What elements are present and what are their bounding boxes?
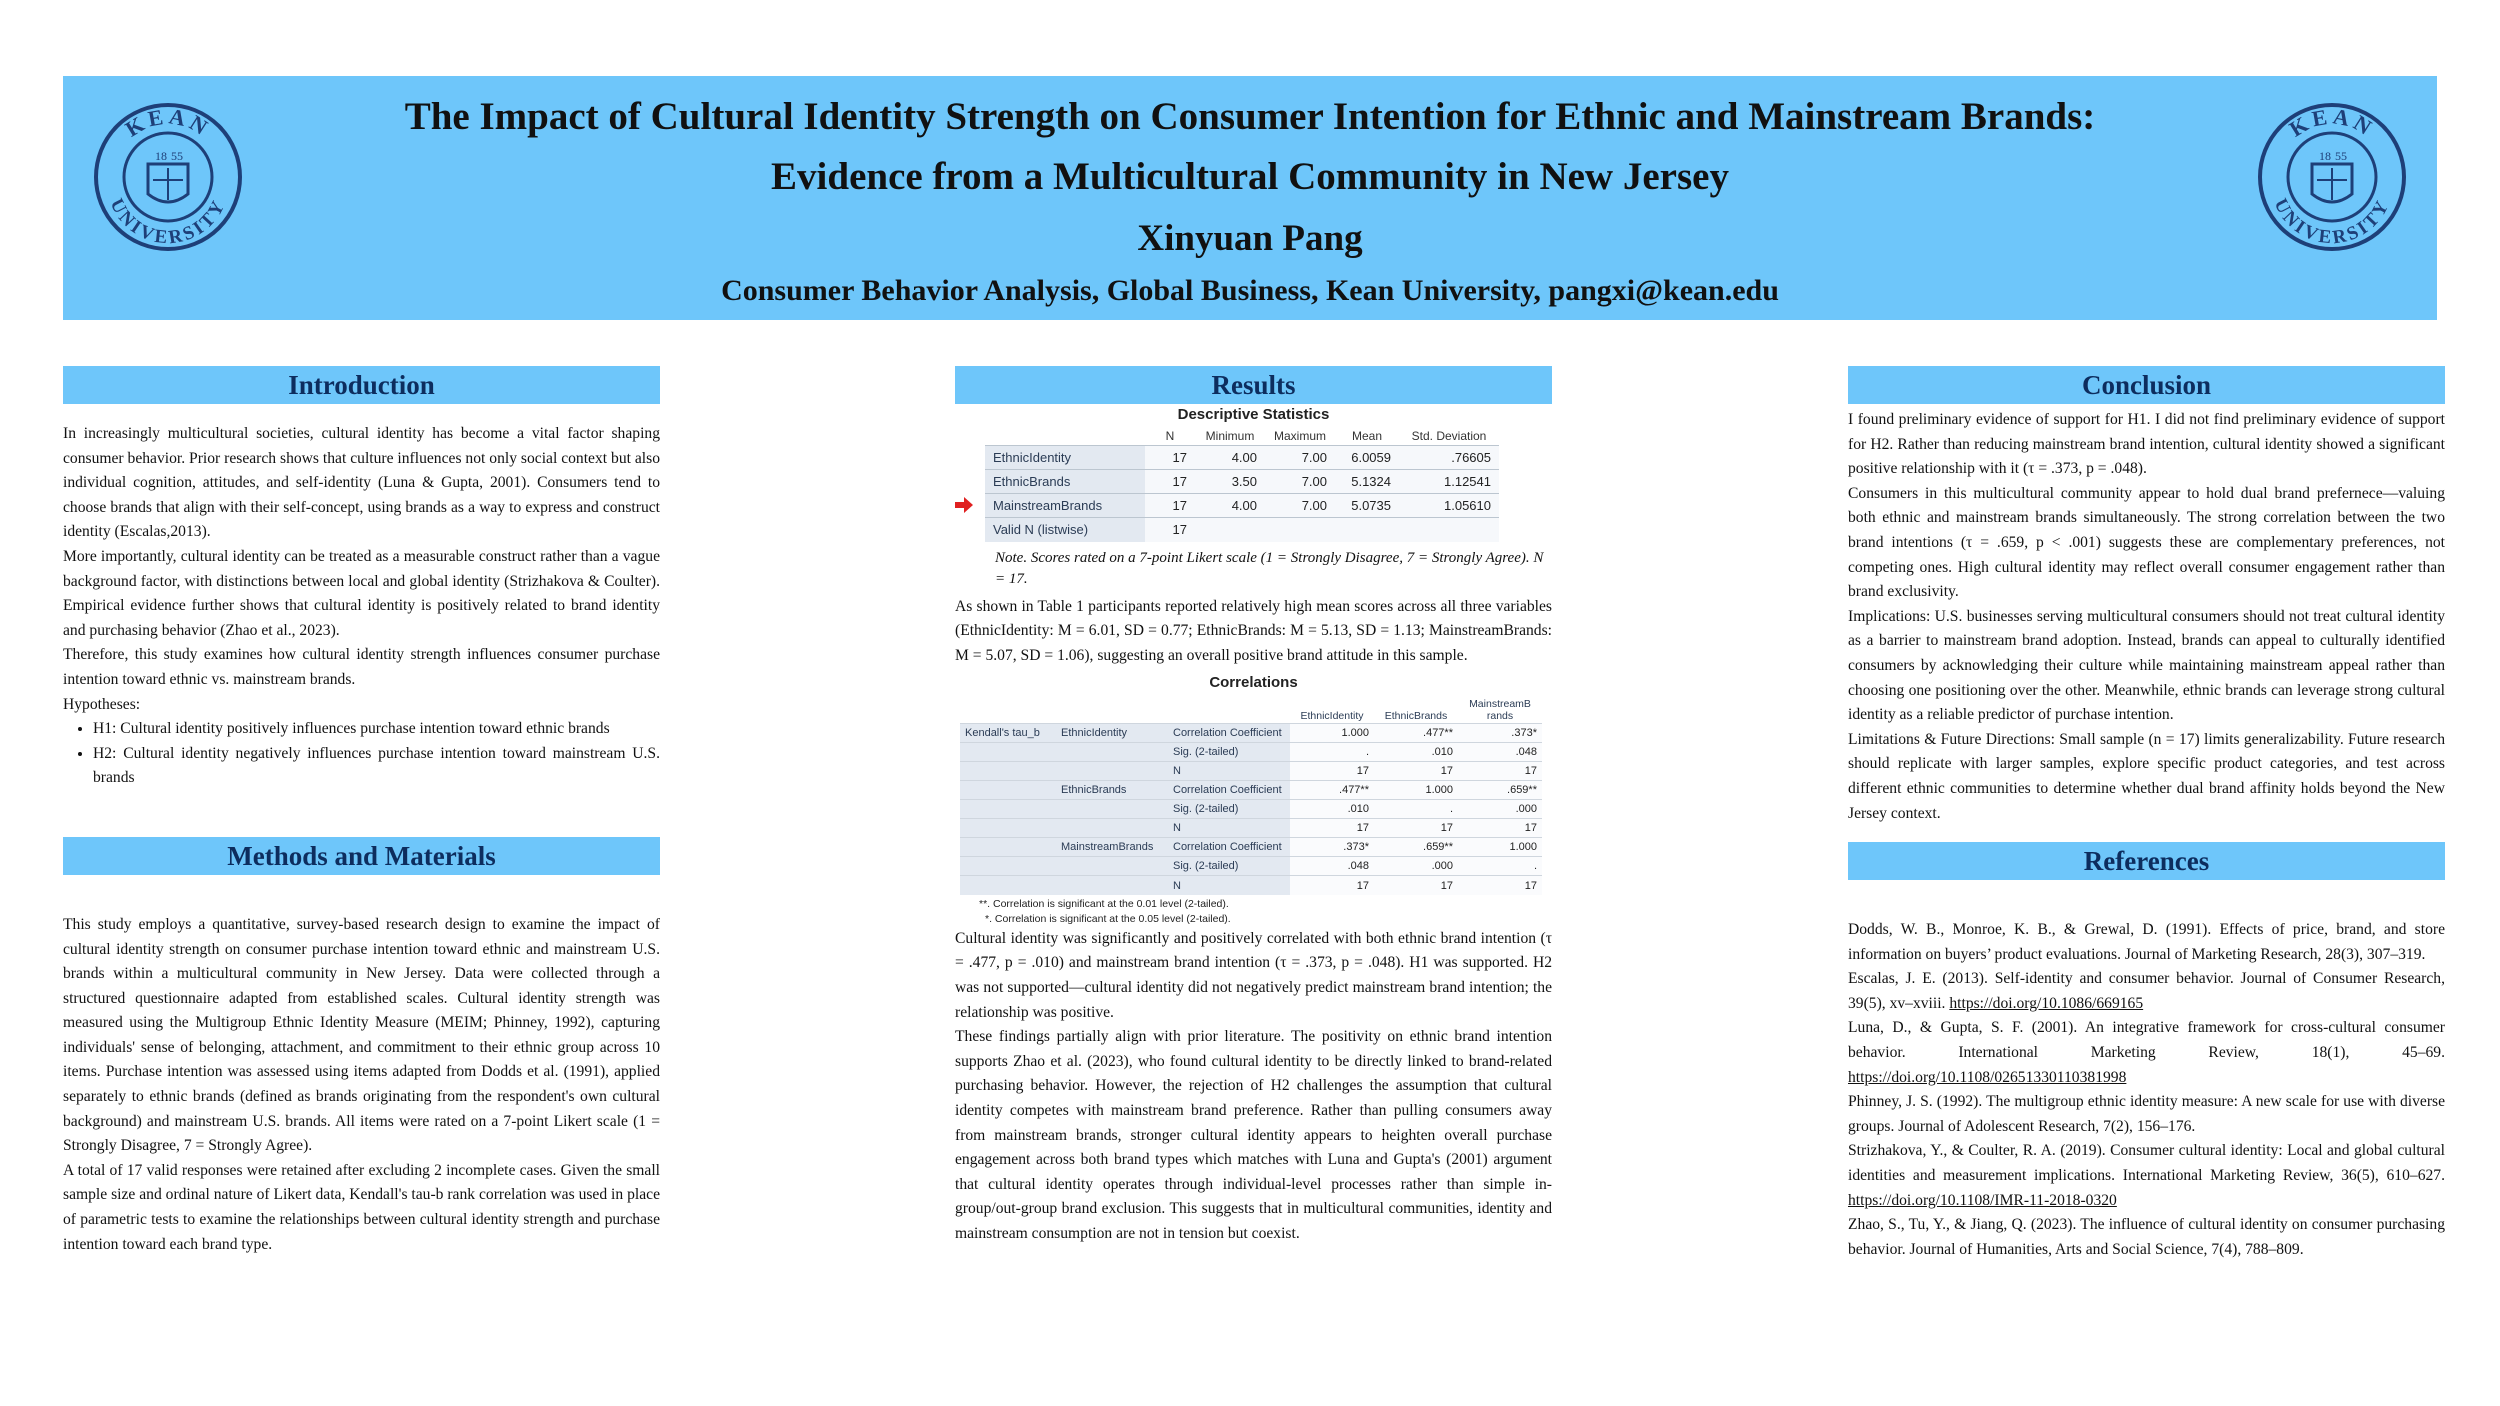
desc-row-label: Valid N (listwise)	[985, 518, 1145, 542]
corr-value-cell: .659**	[1458, 781, 1542, 800]
corr-col-ethnic-brands: EthnicBrands	[1384, 710, 1448, 723]
corr-footnote-1: **. Correlation is significant at the 0.01 level (2-tailed).	[979, 897, 1229, 910]
poster-affiliation: Consumer Behavior Analysis, Global Business, Kean University, pangxi@kean.edu	[721, 274, 1779, 307]
conclusion-paragraph-1: I found preliminary evidence of support for H1. I did not find preliminary evidence of support for H2. Rather than reducing mainstream brand intention, cultural identity showed a significant positive relationship with it (τ = .373, p = .048).	[1848, 411, 2445, 478]
corr-variable-cell	[1056, 819, 1168, 838]
desc-cell: 5.0735	[1335, 494, 1399, 518]
introduction-body	[63, 422, 660, 791]
left-column	[63, 366, 660, 1257]
results-discussion-paragraph: These findings partially align with prior literature. The positivity on ethnic brand intention supports Zhao et al. (2023), who found cultural identity to be directly linked to brand-related purchasing behavior. However, the rejection of H2 challenges the assumption that cultural identity competes with mainstream brand preference. Rather than pulling consumers away from mainstream brands, stronger cultural identity appears to heighten overall purchase engagement across both brand types which matches with Luna and Gupta's (2001) argument that cultural identity operates through individual-level processes rather than simple in-group/out-group brand exclusion. This suggests that in multicultural communities, identity and mainstream consumption are not in tension but coexist.	[955, 1028, 1552, 1242]
results-heading: Results	[955, 366, 1552, 404]
corr-value-cell: .	[1458, 857, 1542, 876]
correlations-title: Correlations	[1209, 674, 1298, 692]
corr-value-cell: 17	[1458, 876, 1542, 895]
corr-method-cell: Kendall's tau_b	[960, 724, 1056, 743]
right-column	[1848, 366, 2445, 1262]
conclusion-body	[1848, 408, 2445, 826]
descriptive-statistics-table	[955, 406, 1552, 542]
desc-cell: 1.12541	[1399, 470, 1499, 494]
corr-stat-label: Correlation Coefficient	[1168, 781, 1290, 800]
corr-header-row	[960, 697, 1542, 724]
desc-cell: 17	[1145, 470, 1195, 494]
correlations-table-block	[955, 674, 1552, 927]
desc-cell: 4.00	[1195, 494, 1265, 518]
corr-value-cell: 17	[1374, 762, 1458, 781]
descriptive-table	[985, 427, 1499, 542]
corr-value-cell: .477**	[1374, 724, 1458, 743]
svg-text:55: 55	[2335, 149, 2347, 163]
corr-value-cell: 1.000	[1374, 781, 1458, 800]
desc-col-mean: Mean	[1351, 429, 1383, 443]
corr-value-cell: 1.000	[1290, 724, 1374, 743]
desc-cell: 7.00	[1265, 494, 1335, 518]
corr-variable-cell: EthnicBrands	[1056, 781, 1168, 800]
intro-paragraph-3: Therefore, this study examines how cultural identity strength influences consumer purchase intention toward ethnic vs. mainstream brands.	[63, 646, 660, 688]
results-corr-paragraph: Cultural identity was significantly and positively correlated with both ethnic brand intention (τ = .477, p = .010) and mainstream brand intention (τ = .373, p = .048). H1 was supported. H2 was not supported—cultural identity did not negatively predict mainstream brand intention; the relationship was positive.	[955, 929, 1552, 1021]
reference-zhao: Zhao, S., Tu, Y., & Jiang, Q. (2023). The influence of cultural identity on consumer purchasing behavior. Journal of Humanities, Arts and Social Science, 7(4), 788–809.	[1848, 1216, 2445, 1258]
center-column	[955, 366, 1552, 1247]
corr-value-cell: .373*	[1290, 838, 1374, 857]
corr-value-cell: 17	[1290, 762, 1374, 781]
corr-value-cell: .048	[1458, 743, 1542, 762]
introduction-heading: Introduction	[63, 366, 660, 404]
corr-row	[960, 857, 1542, 876]
methods-body	[63, 913, 660, 1257]
corr-stat-label: Sig. (2-tailed)	[1168, 800, 1290, 819]
corr-value-cell: .373*	[1458, 724, 1542, 743]
corr-value-cell: 1.000	[1458, 838, 1542, 857]
corr-stat-label: Sig. (2-tailed)	[1168, 857, 1290, 876]
desc-cell: 1.05610	[1399, 494, 1499, 518]
desc-header-row	[985, 427, 1499, 446]
poster-header	[63, 76, 2437, 320]
desc-cell: 3.50	[1195, 470, 1265, 494]
corr-stat-label: N	[1168, 876, 1290, 895]
references-list	[1848, 918, 2445, 1262]
conclusion-paragraph-2: Consumers in this multicultural community appear to hold dual brand prefernece—valuing both ethnic and mainstream brands simultaneously. The strong correlation between the two brand intentions (τ = .659, p < .001) suggests these are complementary preferences, not competing ones. High cultural identity may reflect overall consumer engagement rather than brand exclusivity.	[1848, 484, 2445, 601]
hypotheses-list	[93, 717, 660, 791]
corr-value-cell: 17	[1374, 876, 1458, 895]
methods-paragraph-1: This study employs a quantitative, survey-based research design to examine the impact of cultural identity strength on consumer purchase intention toward ethnic and mainstream U.S. brands within a multicultural community in New Jersey. Data were collected through a structured questionnaire adapted from established scales. Cultural identity strength was measured using the Multigroup Ethnic Identity Measure (MEIM; Phinney, 1992), capturing individuals' sense of belonging, attachment, and commitment to their ethnic group across 10 items. Purchase intention was assessed using items adapted from Dodds et al. (1991), applied separately to ethnic brands (defined as brands originating from the respondent's own cultural background) and mainstream U.S. brands. All items were rated on a 7-point Likert scale (1 = Strongly Disagree, 7 = Strongly Agree).	[63, 915, 660, 1155]
corr-col-ethnic-identity: EthnicIdentity	[1300, 710, 1364, 723]
corr-method-cell	[960, 762, 1056, 781]
reference-phinney: Phinney, J. S. (1992). The multigroup ethnic identity measure: A new scale for use with diverse groups. Journal of Adolescent Research, 7(2), 156–176.	[1848, 1093, 2445, 1135]
desc-row	[985, 446, 1499, 470]
poster-author: Xinyuan Pang	[1137, 218, 1363, 259]
reference-strizhakova-doi-link[interactable]: https://doi.org/10.1108/IMR-11-2018-0320	[1848, 1191, 2117, 1209]
conclusion-paragraph-4: Limitations & Future Directions: Small sample (n = 17) limits generalizability. Future research should replicate with larger samples, explore specific product categories, and test across different ethnic communities to determine whether dual brand affinity holds beyond the New Jersey context.	[1848, 730, 2445, 822]
corr-value-cell: 17	[1458, 819, 1542, 838]
corr-variable-cell	[1056, 800, 1168, 819]
conclusion-paragraph-3: Implications: U.S. businesses serving multicultural consumers should not treat cultural identity as a barrier to mainstream brand adoption. Instead, brands can appeal to culturally identified consumers by acknowledging their culture while maintaining mainstream appeal rather than choosing one positioning over the other. Meanwhile, ethnic brands can leverage strong cultural identity as a reliable predictor of purchase intention.	[1848, 607, 2445, 724]
desc-cell: 7.00	[1265, 446, 1335, 470]
methods-paragraph-2: A total of 17 valid responses were retained after excluding 2 incomplete cases. Given the small sample size and ordinal nature of Likert data, Kendall's tau-b rank correlation was used in place of parametric tests to examine the relationships between cultural identity strength and purchase intention toward each brand type.	[63, 1161, 660, 1253]
corr-method-cell	[960, 876, 1056, 895]
reference-dodds: Dodds, W. B., Monroe, K. B., & Grewal, D. (1991). Effects of price, brand, and store information on buyers’ product evaluations. Journal of Marketing Research, 28(3), 307–319.	[1848, 921, 2445, 963]
corr-variable-cell	[1056, 762, 1168, 781]
corr-method-cell	[960, 857, 1056, 876]
reference-escalas: Escalas, J. E. (2013). Self-identity and consumer behavior. Journal of Consumer Research, 39(5), xv–xviii. https://doi.org/10.1086/669165	[1848, 970, 2445, 1012]
corr-stat-label: Sig. (2-tailed)	[1168, 743, 1290, 762]
desc-col-n: N	[1165, 429, 1175, 443]
desc-cell	[1335, 518, 1399, 542]
corr-value-cell: .659**	[1374, 838, 1458, 857]
desc-col-max: Maximum	[1273, 429, 1326, 443]
kean-university-seal-left	[93, 102, 243, 252]
corr-stat-label: N	[1168, 762, 1290, 781]
hypothesis-h2: • H2: Cultural identity negatively influences purchase intention toward mainstream U.S. brands	[93, 742, 660, 791]
desc-cell: 5.1324	[1335, 470, 1399, 494]
corr-value-cell: 17	[1290, 876, 1374, 895]
corr-value-cell: .048	[1290, 857, 1374, 876]
results-desc-paragraph: As shown in Table 1 participants reported relatively high mean scores across all three variables (EthnicIdentity: M = 6.01, SD = 0.77; EthnicBrands: M = 5.13, SD = 1.13; MainstreamBrands: M = 5.07, SD = 1.06), suggesting an overall positive brand attitude in this sample.	[955, 597, 1552, 664]
corr-value-cell: .	[1290, 743, 1374, 762]
poster-title-line2: Evidence from a Multicultural Community in New Jersey	[771, 155, 1729, 198]
svg-text:18: 18	[155, 149, 167, 163]
desc-col-sd: Std. Deviation	[1411, 429, 1487, 443]
svg-text:55: 55	[171, 149, 183, 163]
corr-variable-cell: MainstreamBrands	[1056, 838, 1168, 857]
corr-row	[960, 781, 1542, 800]
desc-cell	[1399, 518, 1499, 542]
corr-stat-label: Correlation Coefficient	[1168, 724, 1290, 743]
hypotheses-label: Hypotheses:	[63, 695, 141, 713]
corr-row	[960, 762, 1542, 781]
corr-value-cell: 17	[1290, 819, 1374, 838]
corr-variable-cell	[1056, 743, 1168, 762]
corr-value-cell: 17	[1374, 819, 1458, 838]
desc-row	[985, 470, 1499, 494]
desc-row	[985, 518, 1499, 542]
kean-university-seal-right	[2257, 102, 2407, 252]
desc-cell: 17	[1145, 494, 1195, 518]
corr-row	[960, 743, 1542, 762]
corr-row	[960, 724, 1542, 743]
corr-variable-cell: EthnicIdentity	[1056, 724, 1168, 743]
correlations-table	[960, 697, 1542, 895]
desc-cell: 7.00	[1265, 470, 1335, 494]
conclusion-heading: Conclusion	[1848, 366, 2445, 404]
desc-cell: 17	[1145, 446, 1195, 470]
corr-stat-label: Correlation Coefficient	[1168, 838, 1290, 857]
corr-row	[960, 838, 1542, 857]
corr-method-cell	[960, 838, 1056, 857]
reference-strizhakova: Strizhakova, Y., & Coulter, R. A. (2019). Consumer cultural identity: Local and global cultural identities and measurement implications. International Marketing Review, 36(5), 610–627. https://doi.org/10.1108/IMR-11-2018-0320	[1848, 1142, 2445, 1209]
corr-col-mainstream-brands: MainstreamB rands	[1469, 698, 1531, 723]
desc-cell	[1195, 518, 1265, 542]
corr-row	[960, 876, 1542, 895]
corr-variable-cell	[1056, 857, 1168, 876]
descriptive-statistics-title: Descriptive Statistics	[1177, 406, 1330, 423]
intro-paragraph-1: In increasingly multicultural societies, cultural identity has become a vital factor shaping consumer behavior. Prior research shows that culture influences not only social context but also individual cognition, attitudes, and self-identity (Luna & Gupta, 2001). Consumers tend to choose brands that align with their self-concept, using brands as a way to express and construct identity (Escalas,2013).	[63, 425, 660, 541]
corr-value-cell: .010	[1290, 800, 1374, 819]
corr-footnote-2: *. Correlation is significant at the 0.05 level (2-tailed).	[985, 912, 1231, 925]
desc-row-label: MainstreamBrands	[985, 494, 1145, 518]
desc-row-label: EthnicBrands	[985, 470, 1145, 494]
corr-value-cell: .477**	[1290, 781, 1374, 800]
corr-value-cell: .000	[1458, 800, 1542, 819]
reference-luna: Luna, D., & Gupta, S. F. (2001). An integrative framework for cross-cultural consumer behavior. International Marketing Review, 18(1), 45–69. https://doi.org/10.1108/02651330110381998	[1848, 1019, 2445, 1086]
desc-row	[985, 494, 1499, 518]
hypothesis-h1: • H1: Cultural identity positively influences purchase intention toward ethnic brands	[93, 717, 660, 742]
reference-escalas-doi-link[interactable]: https://doi.org/10.1086/669165	[1949, 994, 2144, 1012]
corr-stat-label: N	[1168, 819, 1290, 838]
corr-value-cell: 17	[1458, 762, 1542, 781]
corr-method-cell	[960, 743, 1056, 762]
svg-text:KEAN: KEAN	[120, 103, 216, 142]
corr-value-cell: .000	[1374, 857, 1458, 876]
corr-row	[960, 800, 1542, 819]
corr-value-cell: .010	[1374, 743, 1458, 762]
svg-text:18: 18	[2319, 149, 2331, 163]
reference-luna-doi-link[interactable]: https://doi.org/10.1108/02651330110381998	[1848, 1068, 2127, 1086]
svg-text:UNIVERSITY: UNIVERSITY	[105, 195, 231, 249]
desc-cell: 17	[1145, 518, 1195, 542]
corr-value-cell: .	[1374, 800, 1458, 819]
desc-cell: .76605	[1399, 446, 1499, 470]
corr-method-cell	[960, 781, 1056, 800]
intro-paragraph-2: More importantly, cultural identity can be treated as a measurable construct rather than a vague background factor, with distinctions between local and global identity (Strizhakova & Coulter). Empirical evidence further shows that cultural identity is positively related to brand identity and purchasing behavior (Zhao et al., 2023).	[63, 547, 660, 639]
desc-cell: 4.00	[1195, 446, 1265, 470]
arrow-pointer-icon	[955, 497, 975, 513]
descriptive-note: Note. Scores rated on a 7-point Likert scale (1 = Strongly Disagree, 7 = Strongly Agree). N = 17.	[995, 549, 1544, 587]
corr-variable-cell	[1056, 876, 1168, 895]
references-heading: References	[1848, 842, 2445, 880]
corr-method-cell	[960, 800, 1056, 819]
poster-title-line1: The Impact of Cultural Identity Strength on Consumer Intention for Ethnic and Mainstream Brands:	[404, 95, 2096, 138]
svg-text:KEAN: KEAN	[2284, 103, 2380, 142]
desc-row-label: EthnicIdentity	[985, 446, 1145, 470]
corr-method-cell	[960, 819, 1056, 838]
desc-col-min: Minimum	[1205, 429, 1255, 443]
corr-row	[960, 819, 1542, 838]
desc-cell	[1265, 518, 1335, 542]
svg-text:UNIVERSITY: UNIVERSITY	[2269, 195, 2395, 249]
desc-cell: 6.0059	[1335, 446, 1399, 470]
methods-heading: Methods and Materials	[63, 837, 660, 875]
